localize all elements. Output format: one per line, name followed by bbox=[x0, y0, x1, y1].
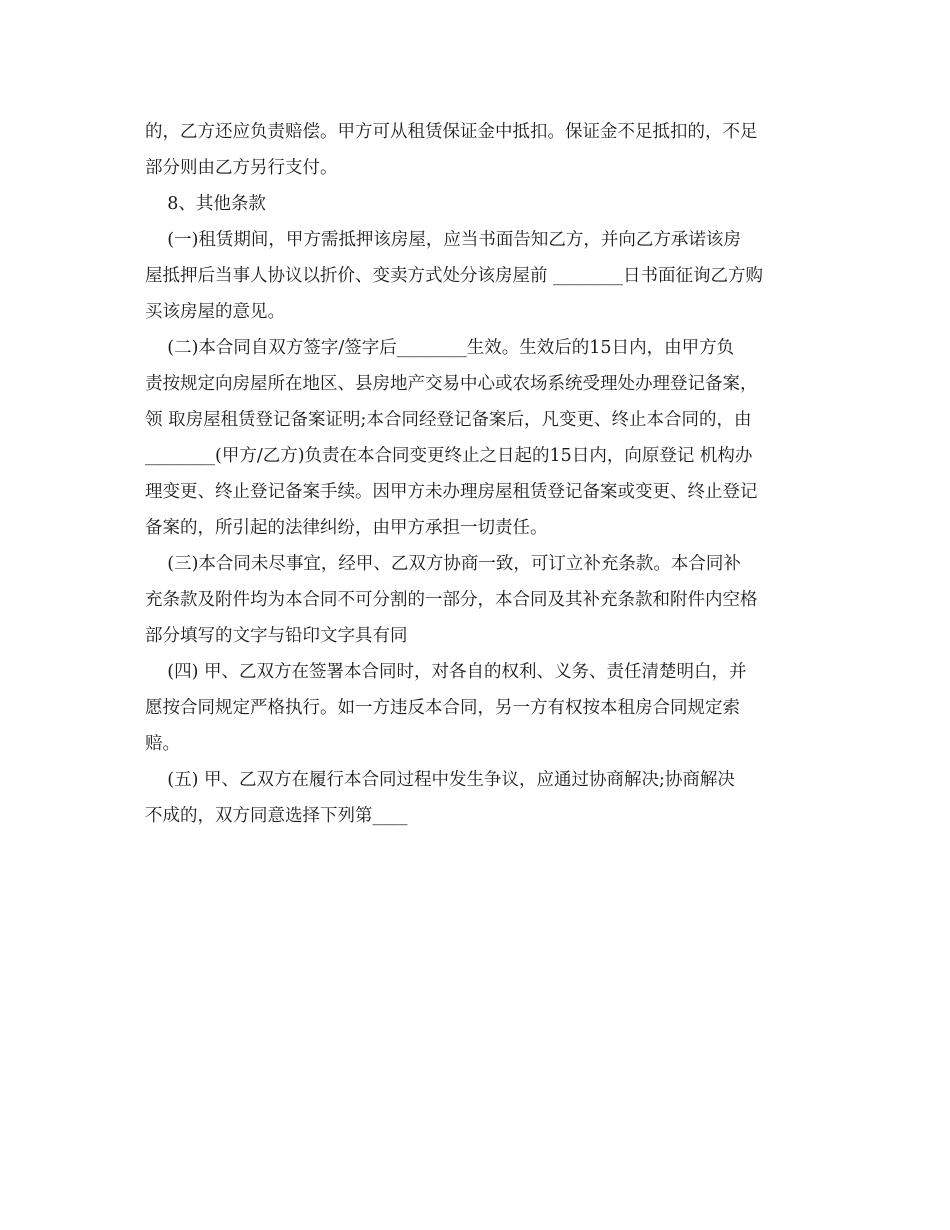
text-line: 愿按合同规定严格执行。如一方违反本合同，另一方有权按本租房合同规定索 bbox=[145, 698, 740, 718]
paragraph-p7 bbox=[145, 762, 810, 834]
text-line: ________(甲方/乙方)负责在本合同变更终止之日起的15日内，向原登记 机构办 bbox=[145, 446, 753, 466]
text-line: 买该房屋的意见。 bbox=[145, 302, 285, 322]
paragraph-p4 bbox=[145, 330, 810, 546]
text-line: 的，乙方还应负责赔偿。甲方可从租赁保证金中抵扣。保证金不足抵扣的，不足 bbox=[145, 122, 758, 142]
text-line: 部分则由乙方另行支付。 bbox=[145, 158, 338, 178]
text-line: (一)租赁期间，甲方需抵押该房屋，应当书面告知乙方，并向乙方承诺该房 bbox=[145, 230, 741, 250]
text-line: 领 取房屋租赁登记备案证明;本合同经登记备案后，凡变更、终止本合同的，由 bbox=[145, 410, 752, 430]
text-line: (三)本合同未尽事宜，经甲、乙双方协商一致，可订立补充条款。本合同补 bbox=[145, 554, 741, 574]
text-line: 备案的，所引起的法律纠纷，由甲方承担一切责任。 bbox=[145, 518, 548, 538]
text-line: 赔。 bbox=[145, 734, 180, 754]
text-line: 屋抵押后当事人协议以折价、变卖方式处分该房屋前 ________日书面征询乙方购 bbox=[145, 266, 764, 286]
text-line: 充条款及附件均为本合同不可分割的一部分，本合同及其补充条款和附件内空格 bbox=[145, 590, 758, 610]
text-line: (四) 甲、乙双方在签署本合同时，对各自的权利、义务、责任清楚明白，并 bbox=[145, 662, 747, 682]
paragraph-p3 bbox=[145, 222, 810, 330]
paragraph-p6 bbox=[145, 654, 810, 762]
text-line: 部分填写的文字与铅印文字具有同 bbox=[145, 626, 408, 646]
section-heading: 8、其他条款 bbox=[145, 194, 266, 214]
text-line: 责按规定向房屋所在地区、县房地产交易中心或农场系统受理处办理登记备案， bbox=[145, 374, 758, 394]
text-line: 理变更、终止登记备案手续。因甲方未办理房屋租赁登记备案或变更、终止登记 bbox=[145, 482, 758, 502]
paragraph-p5 bbox=[145, 546, 810, 654]
text-line: 不成的，双方同意选择下列第____ bbox=[145, 806, 408, 826]
text-line: (五) 甲、乙双方在履行本合同过程中发生争议，应通过协商解决;协商解决 bbox=[145, 770, 735, 790]
text-line: (二)本合同自双方签字/签字后________生效。生效后的15日内，由甲方负 bbox=[145, 338, 735, 358]
paragraph-p1 bbox=[145, 114, 810, 186]
paragraph-p2 bbox=[145, 186, 810, 222]
document-body bbox=[145, 114, 810, 834]
